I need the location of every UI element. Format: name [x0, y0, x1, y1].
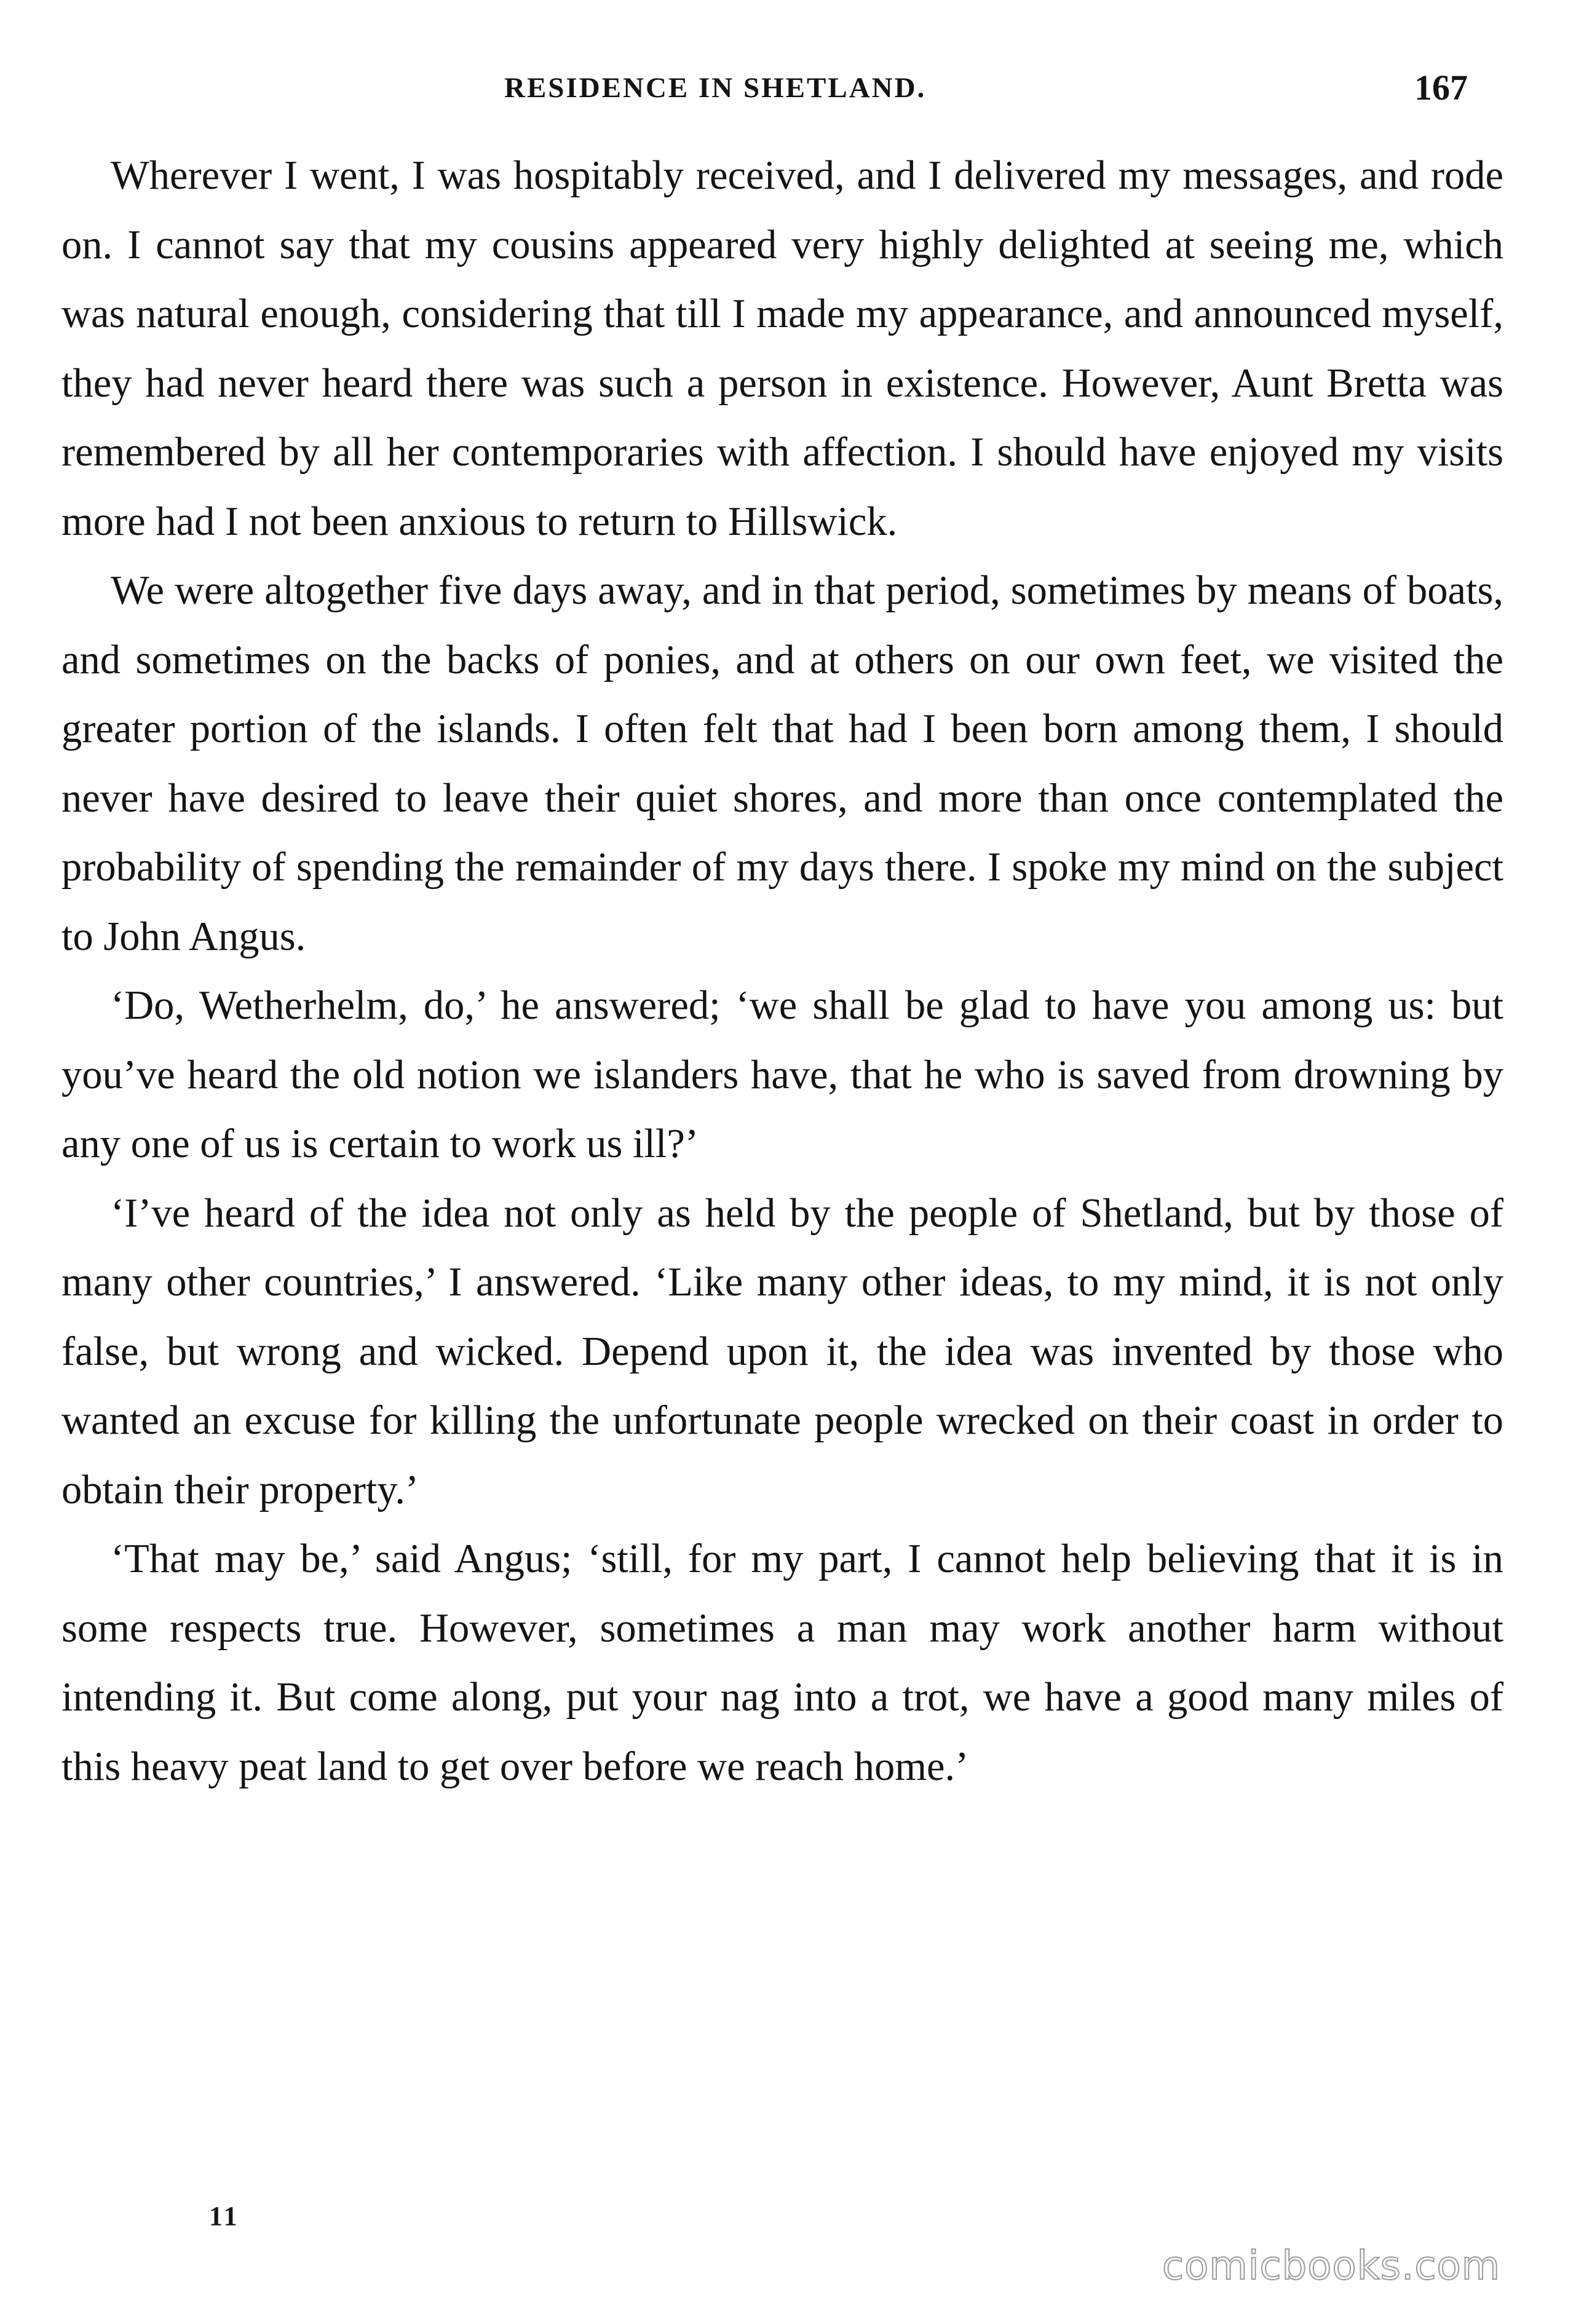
paragraph: ‘I’ve heard of the idea not only as held by the people of Shetland, but by those of many other countries,’ I answered. ‘Like many other ideas, to my mind, it is not only false, but wrong and wicked. Depend upon it, the idea was invented by those who wanted an excuse for killing the unfortunate people wrecked on their coast in order to obtain their property.’ [61, 1190, 1503, 1512]
paragraph: ‘Do, Wetherhelm, do,’ he answered; ‘we shall be glad to have you among us: but you’ve heard the old notion we islanders have, that he who is saved from drowning by any one of us is certain to work us ill?’ [61, 983, 1503, 1166]
paragraph: We were altogether five days away, and in that period, sometimes by means of boats, and sometimes on the backs of ponies, and at others on our own feet, we visited the greater portion of the islands. I often felt that had I been born among them, I should never have desired to leave their quiet shores, and more than once contemplated the probability of spending the remainder of my days there. I spoke my mind on the subject to John Angus. [61, 568, 1503, 959]
paragraph: Wherever I went, I was hospitably received, and I delivered my messages, and rode on. I cannot say that my cousins appeared very highly delighted at seeing me, which was natural enough, considering that till I made my appearance, and announced myself, they had never heard there was such a person in existence. However, Aunt Bretta was remembered by all her contemporaries with affection. I should have enjoyed my visits more had I not been anxious to return to Hillswick. [61, 153, 1503, 544]
signature-mark: 11 [209, 2201, 240, 2231]
paragraph: ‘That may be,’ said Angus; ‘still, for my part, I cannot help believing that it is in some respects true. However, sometimes a man may work another harm without intending it. But come along, put your nag into a trot, we have a good many miles of this heavy peat land to get over before we reach home.’ [61, 1536, 1503, 1789]
body-text [61, 141, 1503, 1801]
page-number: 167 [1414, 68, 1468, 108]
watermark: comicbooks.com [1162, 2243, 1501, 2289]
running-head [0, 60, 1584, 116]
running-title: RESIDENCE IN SHETLAND. [504, 72, 927, 104]
